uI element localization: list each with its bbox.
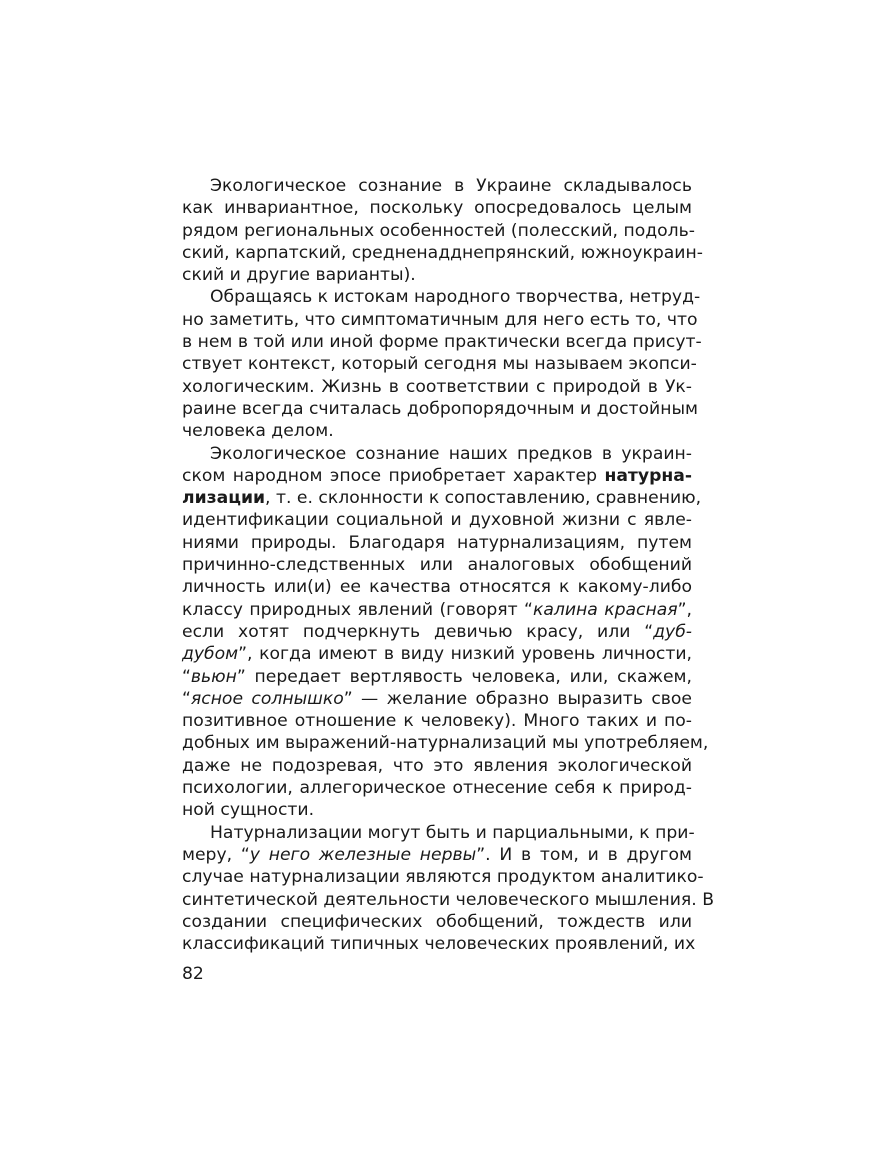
example-italic: вьюн [190, 666, 237, 687]
text-line [182, 666, 692, 688]
body-text [182, 175, 714, 955]
text-line: человека делом. [182, 421, 334, 442]
text-line [182, 487, 702, 509]
text-line: личность или(и) ее качества относятся к какому-либо [182, 577, 692, 598]
text-line: Натурнализации могут быть и парциальными, к при- [210, 822, 695, 843]
text-line: добных им выражений-натурнализаций мы употребляем, [182, 733, 709, 754]
text-run: “ [182, 666, 191, 687]
text-run: ” передает вертлявость человека, или, скажем, [236, 666, 692, 687]
text-line: Экологическое сознание в Украине складывалось [210, 176, 692, 196]
example-italic: дубом [182, 644, 239, 665]
text-line [182, 599, 692, 621]
text-line: позитивное отношение к человеку). Много таких и по- [182, 711, 692, 732]
text-line [182, 844, 692, 866]
text-line: ствует контекст, который сегодня мы называем экопси- [182, 354, 697, 375]
text-run: , т. е. склонности к сопоставлению, сравнению, [265, 488, 702, 509]
text-line [182, 465, 692, 487]
text-run: ” — желание образно выразить свое [343, 688, 692, 709]
example-italic: калина красная [532, 599, 678, 620]
text-line [182, 688, 692, 710]
text-line: в нем в той или иной форме практически всегда присут- [182, 332, 702, 353]
text-line: ной сущности. [182, 800, 315, 821]
text-line: ский и другие варианты). [182, 265, 416, 286]
text-line [182, 643, 692, 665]
text-line: ский, карпатский, средненадднепрянский, южноукраин- [182, 242, 703, 263]
text-run: ”. И в том, и в другом [476, 844, 692, 865]
term-bold: натурна- [604, 465, 692, 486]
text-line [182, 621, 692, 643]
paragraph-2 [182, 286, 702, 442]
text-line: синтетической деятельности человеческого мышления. В [182, 889, 714, 910]
text-line: психологии, аллегорическое отнесение себя к природ- [182, 778, 692, 799]
text-line: рядом региональных особенностей (полесский, подоль- [182, 220, 695, 241]
paragraph-3 [182, 443, 709, 822]
text-line: но заметить, что симптоматичным для него есть то, что [182, 309, 698, 330]
text-line: причинно-следственных или аналоговых обобщений [182, 555, 692, 576]
text-run: ”, когда имеют в виду низкий уровень личности, [238, 644, 692, 665]
paragraph-4 [182, 822, 714, 956]
text-line: создании специфических обобщений, тождеств или [182, 911, 692, 932]
text-line: Экологическое сознание наших предков в украин- [210, 443, 692, 464]
text-line: как инвариантное, поскольку опосредовалось целым [182, 198, 692, 219]
term-bold: лизации [182, 488, 266, 509]
text-line: классификаций типичных человеческих проявлений, их [182, 934, 696, 955]
text-run: ском народном эпосе приобретает характер [182, 465, 605, 486]
example-italic: у него железные нервы [249, 844, 477, 865]
text-line: ниями природы. Благодаря натурнализациям, путем [182, 532, 692, 553]
example-italic: ясное солнышко [190, 688, 344, 709]
text-run: классу природных явлений (говорят “ [182, 599, 533, 620]
example-italic: дуб- [653, 621, 692, 642]
text-line: даже не подозревая, что это явления экологической [182, 755, 692, 776]
text-run: “ [182, 688, 191, 709]
text-line: случае натурнализации являются продуктом аналитико- [182, 867, 704, 888]
text-line: идентификации социальной и духовной жизни с явле- [182, 510, 692, 531]
text-line: Обращаясь к истокам народного творчества, нетруд- [210, 287, 701, 308]
text-run: ”, [677, 599, 692, 620]
paragraph-1 [182, 175, 703, 286]
text-run: меру, “ [182, 844, 250, 865]
page-number: 82 [182, 964, 204, 984]
text-line: раине всегда считалась добропорядочным и достойным [182, 398, 699, 419]
text-line: хологическим. Жизнь в соответствии с природой в Ук- [182, 376, 692, 397]
text-run: если хотят подчеркнуть девичью красу, или “ [182, 621, 654, 642]
